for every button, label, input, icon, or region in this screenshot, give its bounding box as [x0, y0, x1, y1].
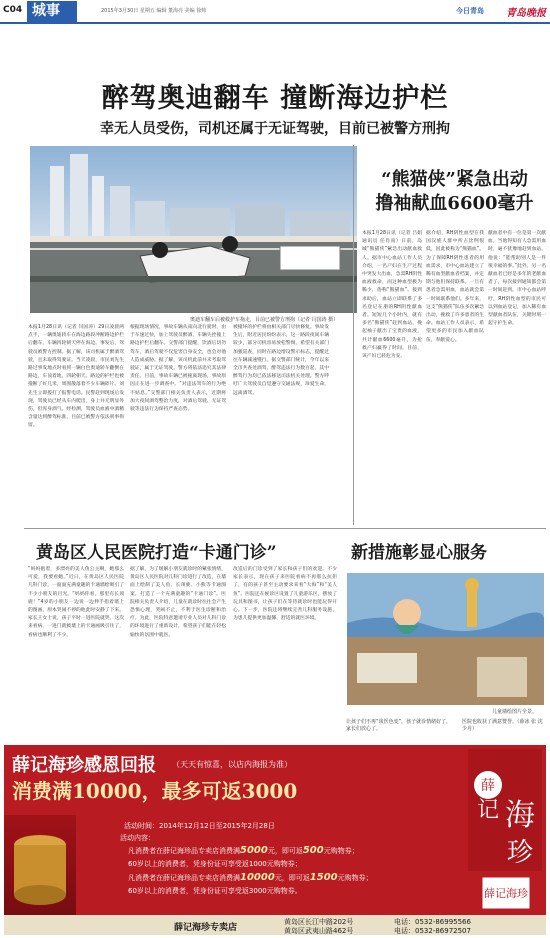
hospital-column-1: “妈妈抱着，多漂亮的美人鱼公主啊，她那么可爱，我要看她。”近日，在黄岛区人民医院儿科门诊，一面面充满童趣的卡通墙绘吸引了不少小朋友的目光。“妈妈你看，那里有长颈鹿！”4岁的小朋友一边说一边伸手指着墙上的图画，原本哭闹不停的他此时安静了下来。家长王女士说，孩子平时一进医院就哭，这次来看病，一进门就被墙上的卡通画吸引住了，看病也顺利了不少。	[28, 567, 124, 638]
ad-rule-2-amount: 10000	[240, 872, 275, 883]
hospital-column-3: 改造后的门诊受到了家长和孩子们的欢迎。不少家长表示，现在孩子来医院看病不再那么抗拒了，有的孩子甚至主动要求来看“大海”和“美人鱼”。医院还在候诊区设置了儿童游乐区，摆放了玩具和图书，让孩子们在等待就诊时也能玩得开心。下一步，医院还将继续完善儿科服务设施，为患儿提供更加温馨、舒适的就医环境。	[233, 567, 337, 622]
svg-text:记: 记	[476, 798, 500, 823]
lead-column-1: 本报1月28日讯（记者 闫国涛）29日凌晨两点半，一辆奥迪轿车在海边路段冲断路边护栏后翻车，车辆四轮朝天停在海边。事发后，驾驶员被警方控制。据了解，该司机属于醉酒驾驶，且未取得驾驶证。当天凌晨，市民刘先生路过事发地点时看到一辆白色奥迪轿车翻倒在路边，车顶着地，四轮朝天。路边的护栏也被撞断了好几米，周围散落着不少车辆碎片。刘先生立即拨打了报警电话。民警赶到现场后发现，驾驶员已经从车内爬出，身上并无明显外伤，但浑身酒气。经检测，驾驶员血液中酒精含量达到醉驾标准，目前已被警方依法刑事拘留。	[28, 325, 124, 429]
ad-rule-2-mid: 元，即可返	[274, 874, 310, 882]
side-column-2: 据介绍，RH阴性血型在我国汉族人群中所占比例很低，因此被称为“熊猫血”。为了保障RH阴性患者的用血需求，市中心血站建立了稀有血型献血者档案，并定期与他们保持联系。一旦有患者急需用血，血站就会第一时间联系他们。多年来，这支“熊猫侠”队伍多次紧急出动，挽救了许多患者的生命。血站工作人员表示，希望更多的市民加入献血队伍，奉献爱心。	[426, 231, 484, 343]
ad-rule-1-text: 凡消费者在薛记海珍品专卖店消费满	[128, 847, 240, 855]
side-story-headline-line1: “熊猫侠”紧急出动	[381, 169, 528, 190]
column-divider	[353, 145, 354, 525]
page-number: C04	[3, 5, 23, 15]
lead-subheadline: 幸无人员受伤，司机还属于无证驾驶，目前已被警方刑拘	[100, 121, 450, 137]
ad-rule-label: 活动内容：	[120, 834, 155, 842]
hospital-column-2: 据了解，为了缓解小朋友就诊时的紧张情绪，黄岛区人民医院对儿科门诊进行了改造，在墙面上绘制了美人鱼、长颈鹿、小熊等卡通图案，打造了一个充满童趣的“卡通门诊”。医院相关负责人介绍，儿童在就诊时往往会产生恐惧心理，哭闹不止，不利于医生诊断和治疗。为此，医院特意邀请专业人员对儿科门诊的环境进行了重新设计，希望孩子们能在轻松愉快的氛围中就医。	[130, 567, 226, 638]
page-header	[0, 0, 550, 24]
lead-column-3: 被撞坏的护栏将由相关部门尽快修复。事故发生后，附近居民纷纷表示，这一路段夜间车辆较少，部分司机容易放松警惕，希望有关部门加强巡查，同时在路边增设警示标志，提醒过往车辆减速慢行。据交警部门统计，今年以来全市共查处酒驾、醉驾违法行为数百起，其中醉驾行为均已依法移送司法机关处理。警方呼吁广大驾驶员自觉遵守交通法规，珍爱生命，远离酒驾。	[233, 325, 329, 396]
mural-caption-left: 让孩子们不再“谈医色变”，孩子就诊情绪好了，家长们放心了。	[346, 719, 452, 732]
new-service-headline: 新措施彰显心服务	[351, 543, 487, 563]
brand-logo-seal	[464, 745, 546, 935]
ad-rule-1-amount: 5000	[240, 845, 268, 856]
ad-rule-1-post: 元购物券；	[323, 847, 359, 855]
side-column-1: 本报1月28日讯（记者 吕娟 通讯员 任肖南）日前，岛城“熊猫侠”紧急出动献血救人。据市中心血站工作人员介绍，一名产妇在生产过程中突发大出血，急需RH阴性血液救命，而这种血型极为稀少，俗称“熊猫血”。接到求助后，血站立即联系了多名登记在册的RH阴性献血者。短短几个小时内，就有多名“熊猫侠”赶到血站，挽起袖子献出了宝贵的血液，共计献血6600毫升，为抢救产妇赢得了时间。目前，该产妇已转危为安。	[362, 231, 422, 360]
hospital-story-headline: 黄岛区人民医院打造“卡通门诊”	[36, 543, 277, 563]
svg-text:薛: 薛	[481, 778, 495, 794]
accident-photo	[30, 146, 357, 313]
ad-title-note: （天天有惊喜，以店内海报为准）	[172, 760, 292, 769]
issue-meta: 2015年3月30日 星期五 编辑 董海亮 美编 徐帅	[101, 8, 207, 14]
mural-caption-right: 儿童墙绘图片全景。	[492, 709, 538, 715]
ad-rule-2-note: 60岁以上的消费者，凭身份证可享受返3000元购物券。	[128, 887, 302, 895]
brand-logo-panel	[464, 745, 546, 935]
svg-text:海: 海	[505, 798, 535, 833]
section-divider	[24, 528, 546, 529]
ad-rule-2-text: 凡消费者在薛记海珍品专卖店消费满	[128, 874, 240, 882]
ad-rule-1-return: 500	[302, 845, 324, 856]
ad-rule-2-post: 元购物券；	[337, 874, 373, 882]
clinic-mural-photo	[347, 573, 544, 705]
ad-rule-2-return: 1500	[309, 872, 338, 883]
ad-address-1: 黄岛区长江中路202号	[284, 918, 354, 926]
ad-period: 活动时间：2014年12月12日至2015年2月28日	[124, 822, 275, 830]
ad-rule-2	[128, 872, 373, 883]
lead-column-2: 根据现场情况，事故车辆从南向北行驶时，由于车速过快，加上驾驶员醉酒，车辆失控撞上路边护栏后翻车。交警部门提醒，饮酒后切勿驾车，酒后驾驶不仅危害自身安全，也会对他人造成威胁。据了解，该司机此前并未考取驾驶证，属于无证驾驶。警方将依法追究其法律责任。目前，事故车辆已被拖离现场，事故原因正在进一步调查中。“对违法驾车的行为绝不姑息。”交警部门相关负责人表示，近期将加大夜间酒驾整治力度，对酒后驾驶、无证驾驶等违法行为保持严查态势。	[130, 325, 226, 413]
ad-promo: 消费满10000，最多可返3000	[12, 779, 298, 803]
advertisement	[4, 745, 546, 935]
accident-photo-caption: 奥迪车翻车后被救护车拖走，目前已被警方刑拘（记者 闫国涛 摄）	[190, 317, 339, 323]
ad-phone-2: 电话：0532-86972507	[394, 927, 471, 935]
svg-text:珍: 珍	[506, 838, 534, 868]
svg-text:薛记海珍: 薛记海珍	[484, 887, 528, 900]
ad-rule-1-mid: 元，即可返	[267, 847, 303, 855]
ad-footer	[4, 915, 546, 935]
paper-logo: 青岛晚报	[506, 8, 546, 19]
ad-phone-1: 电话：0532-86995566	[394, 918, 471, 926]
ad-store-name: 薛记海珍专卖店	[174, 923, 238, 933]
side-story-headline-line2: 撸袖献血6600毫升	[375, 193, 534, 214]
section-label: 城事	[27, 1, 77, 22]
accident-photo-illustration	[30, 146, 357, 313]
ad-address-2: 黄岛区武夷山路462号	[284, 927, 354, 935]
clinic-mural-illustration	[347, 573, 544, 705]
ad-rule-1-note: 60岁以上的消费者，凭身份证可享受返1000元购物券；	[128, 860, 302, 868]
lead-headline: 醉驾奥迪翻车 撞断海边护栏	[101, 83, 449, 114]
mural-caption-credit: 医院也收获了满意赞誉。（薛冰 张 沈少丹）	[462, 719, 543, 732]
side-story-headline	[362, 168, 547, 216]
side-column-3: 献血者中有一位是第一次献血，当他得知有人急需用血时，毫不犹豫地赶到血站。他说：“能帮助别人是一件很幸福的事。”此外，另一名献血者已经是多年的老献血者了，每次接到通知都会第一时间赶到。市中心血站呼吁，RH阴性血型的市民可以到血站登记，加入稀有血型献血者队伍，关键时刻一起守护生命。	[488, 231, 546, 327]
ad-title: 薛记海珍感恩回报	[12, 755, 156, 776]
brand-label: 今日青岛	[456, 7, 484, 15]
ad-rule-1	[128, 845, 359, 856]
